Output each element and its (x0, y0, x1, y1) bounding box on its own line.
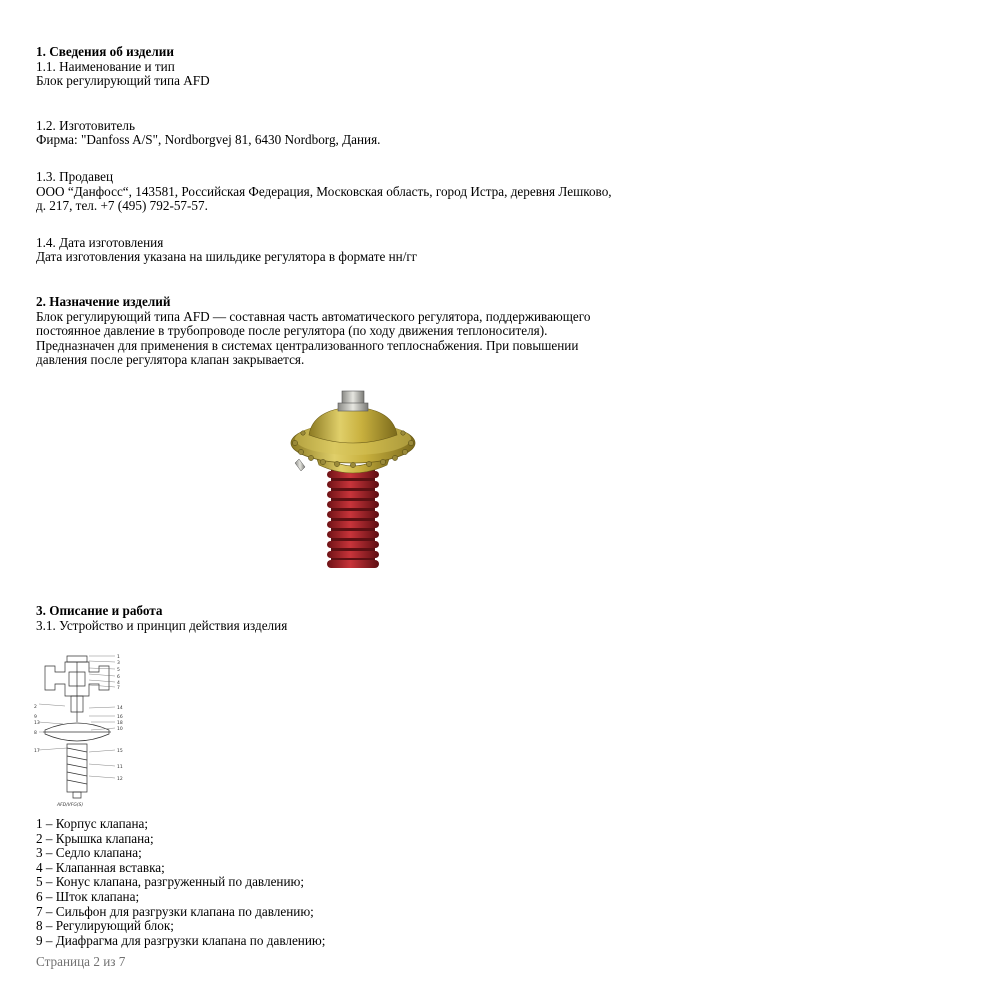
list-item: 3 – Седло клапана; (36, 845, 142, 861)
list-item: 4 – Клапанная вставка; (36, 859, 165, 875)
list-item: 5 – Конус клапана, разгруженный по давлению; (36, 874, 305, 890)
section-2-text-line1: Блок регулирующий типа AFD — составная часть автоматического регулятора, поддерживающего (36, 308, 591, 324)
diagram-label-5: 5 (117, 668, 120, 673)
subsection-1-2-text: Фирма: "Danfoss A/S", Nordborgvej 81, 6430 Nordborg, Дания. (36, 132, 381, 148)
list-item: 2 – Крышка клапана; (36, 830, 154, 846)
diagram-label-3: 3 (117, 661, 120, 666)
afd-product-image (283, 385, 423, 575)
subsection-1-1-text: Блок регулирующий типа AFD (36, 73, 210, 89)
list-item: 9 – Диафрагма для разгрузки клапана по давлению; (36, 932, 326, 948)
section-3 (36, 604, 966, 633)
spring (327, 470, 379, 568)
diagram-caption: AFD/VFG(S) (57, 803, 84, 808)
parts-list (36, 817, 966, 948)
document-page (36, 45, 966, 368)
diagram-label-6: 6 (117, 675, 120, 680)
section-2-heading: 2. Назначение изделий (36, 293, 171, 309)
section-2-text-line2: постоянное давление в трубопроводе после регулятора (по ходу движения теплоносителя). (36, 323, 548, 339)
diagram-label-10: 10 (117, 727, 123, 732)
subsection-1-2-title: 1.2. Изготовитель (36, 117, 135, 133)
afd-diagram-drawing (33, 652, 133, 808)
diagram-label-4: 4 (117, 681, 120, 686)
section-1-heading: 1. Сведения об изделии (36, 44, 174, 59)
list-item: 7 – Сильфон для разгрузки клапана по давлению; (36, 903, 314, 919)
diagram-label-14: 14 (117, 706, 123, 711)
diagram-label-17: 17 (34, 749, 40, 754)
subsection-1-4-title: 1.4. Дата изготовления (36, 234, 164, 250)
afd-product-photo (283, 385, 423, 575)
diagram-label-12: 12 (117, 777, 123, 782)
diagram-label-1: 1 (117, 655, 120, 660)
afd-cross-section-diagram (33, 652, 133, 808)
diagram-label-18: 18 (117, 721, 123, 726)
subsection-1-3-text-line1: ООО “Данфосс“, 143581, Российская Федерация, Московская область, город Истра, деревня Лешково, (36, 183, 612, 199)
subsection-1-1-title: 1.1. Наименование и тип (36, 58, 175, 74)
list-item: 8 – Регулирующий блок; (36, 918, 174, 934)
diagram-label-13: 13 (34, 721, 40, 726)
diagram-label-11: 11 (117, 765, 123, 770)
diagram-label-15: 15 (117, 749, 123, 754)
diagram-label-7: 7 (117, 686, 120, 691)
page-number-footer: Страница 2 из 7 (36, 954, 126, 969)
subsection-3-1-title: 3.1. Устройство и принцип действия изделия (36, 617, 288, 633)
subsection-1-3-text-line2: д. 217, тел. +7 (495) 792-57-57. (36, 198, 208, 214)
section-2-text-line3: Предназначен для применения в системах централизованного теплоснабжения. При повышении (36, 337, 579, 353)
list-item: 1 – Корпус клапана; (36, 816, 149, 831)
section-3-heading: 3. Описание и работа (36, 603, 163, 618)
subsection-1-4-text: Дата изготовления указана на шильдике регулятора в формате нн/гг (36, 249, 418, 265)
diagram-label-2: 2 (34, 705, 37, 710)
subsection-1-3-title: 1.3. Продавец (36, 168, 114, 184)
diagram-label-16: 16 (117, 715, 123, 720)
diagram-label-8: 8 (34, 731, 37, 736)
diagram-label-9: 9 (34, 715, 37, 720)
section-2-text-line4: давления после регулятора клапан закрывается. (36, 352, 305, 368)
list-item: 6 – Шток клапана; (36, 888, 140, 904)
